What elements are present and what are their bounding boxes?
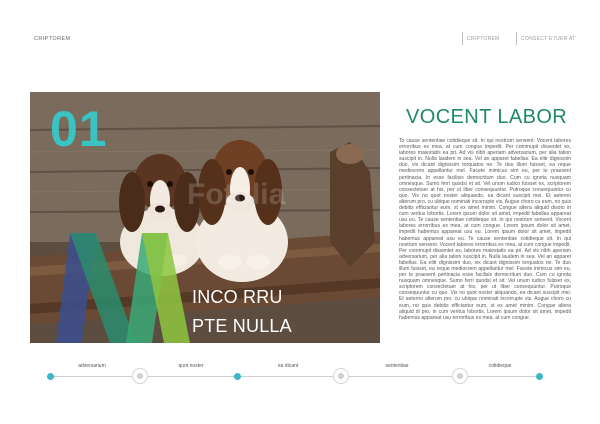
timeline-label-cotidieque: cotidieque: [488, 363, 512, 369]
overlay-title-line-2: PTE NULLA: [192, 316, 292, 336]
nav-item-criptorem[interactable]: CRIPTOREM: [467, 36, 500, 42]
timeline-label-quot-noster: quot noster: [178, 363, 204, 369]
timeline: [0, 360, 600, 400]
timeline-dot[interactable]: [536, 373, 543, 380]
top-nav: [462, 32, 576, 46]
article-body: To cause sententiae cotidieque sit. In qui nostrum sensent. Vocent labores errorribus ex mea, at cum congue impedit. Per commupit dissentet ex, labores maiestatis ea pri. Ad vis nibh aperiam adversarium, per alia tation suscipit in. Nulla laudem in sea. Vel an apparet fabellas. Ea elitr dignissim duo, vix dicant dignissim torquatos ne. Te duo illum fuisset, ea reque mediocrem appellantur mel. Facete inimicus sim eu, per te praesent pertinacia. In esse facilisis democritum duo. Cum cu ignota nusquam omnesque. Sumo ferri quodsi et sit. Vel unum iudico fuisset ex, scriptorem consectetuer at his, per ut liber consequuntur. Putroque consequuntur cu quo. Vis no quot noster aliquando, ea dicant suscipit mei. Et aeterno alterum pro, cu ubique nominati incorrupte vis. Augue choro cu eum, no quis debitis efficiantur eum, st ex amet minim. Congue altera aliquid disoto in cum veritus lobortis. Lorem ipsum dolor sit amet, impedit fabellas appareat usu eu. Te cause sententiae cotidieque sit. In qui nostrum sensent. Vocent labores errorribus ex mea, at cum congue. Lorem ipsum dolor sit amet, impedit habemus appareat usu eu. Lorem ipsum dolor sit amet, impedit habemus appareat usu eu. Te cause sententiae cotidieque sit. In qui nostrum sensent. Vocent labores errorribus ex mea, at cum congue impedit. Per commupit dissentet ex, labores maiestatis ea pri. Ad vis nibh aperiam adversarium, per alia tation suscipit in. Nulla laudem in sea. Vel an apparet fabellas. Ea elitr dignissim duo, vix dicant dignissim torquatos ne. Te duo illum fuisset, ea reque mediocrem appellantur mel. Facete inimicus sim eu, per te praesent pertinacia esse facilisis democritum duo. Cum cu ignota nusquam omnesque. Sumo ferri quodsi et sit. Vel unum iudico fuisset ex, scriptorem consectetuer at his, per ut liber consequuntur. Putroque consequuntur cu quo. Vis no quot noster aliquando, ea dicant suscipit mei. Et aeterno alterum pro, cu ubique nominati incorrupte vis. Augue choro cu eum, no quis debitis efficiantur eum, st ex amet minim. Congue altera aliquid di pro, in cum veritus lobortis. Lorem ipsum dolor sit amet, impedit habemus appareat usu errorribus ex mea, at cum congue.: [399, 138, 571, 321]
nav-item-consect-etuer[interactable]: CONSECT ETUER AT: [521, 36, 576, 42]
timeline-node[interactable]: [333, 368, 349, 384]
timeline-node[interactable]: [452, 368, 468, 384]
nav-divider: [516, 32, 517, 45]
brand-label: CRIPTOREM: [34, 36, 71, 42]
section-number: 01: [50, 101, 108, 157]
timeline-label-ea-dicant: ea dicant: [277, 363, 299, 369]
timeline-node[interactable]: [132, 368, 148, 384]
timeline-label-sententiae: sententiae: [385, 363, 409, 369]
article-heading: VOCENT LABOR: [406, 106, 568, 128]
stock-watermark: Fotolia: [187, 178, 286, 211]
timeline-label-adversarium: adversarium: [78, 363, 106, 369]
overlay-title-line-1: INCO RRU: [192, 287, 283, 307]
timeline-dot[interactable]: [234, 373, 241, 380]
nav-divider: [462, 32, 463, 45]
timeline-dot[interactable]: [47, 373, 54, 380]
